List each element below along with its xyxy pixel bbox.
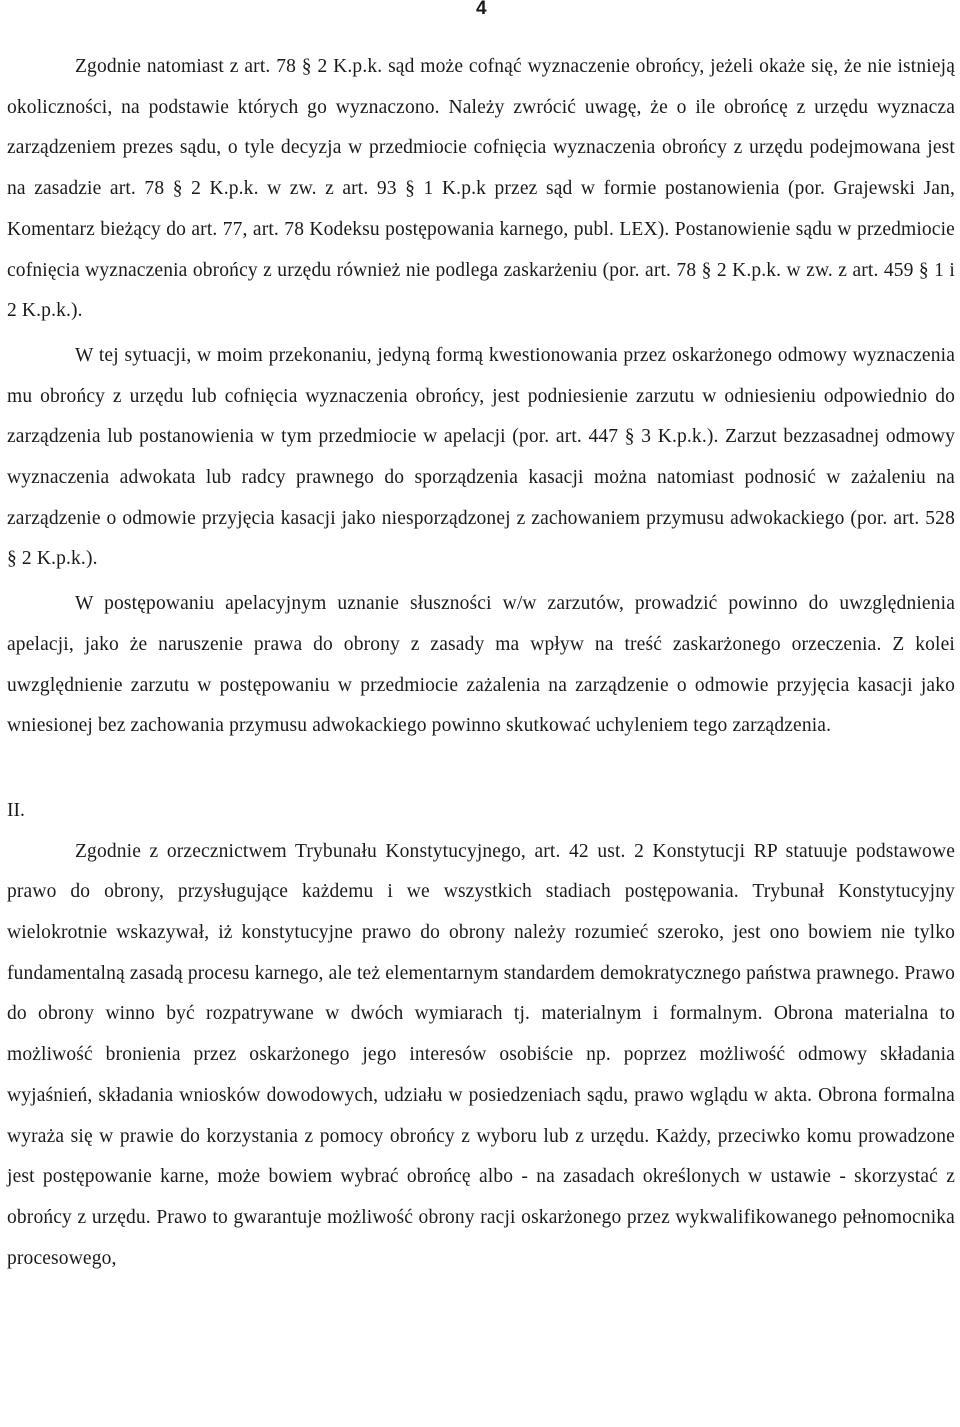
page-number: 4 [476, 0, 487, 19]
paragraph: W postępowaniu apelacyjnym uznanie słuszności w/w zarzutów, prowadzić powinno do uwzględnienia apelacji, jako że naruszenie prawa do obrony z zasady ma wpływ na treść zaskarżonego orzeczenia. Z kolei uwzględnienie zarzutu w postępowaniu w przedmiocie zażalenia na zarządzenie o odmowie przyjęcia kasacji jako wniesionej bez zachowania przymusu adwokackiego powinno skutkować uchyleniem tego zarządzenia. [7, 593, 955, 737]
section-heading: II. [7, 799, 25, 821]
paragraph: W tej sytuacji, w moim przekonaniu, jedyną formą kwestionowania przez oskarżonego odmowy wyznaczenia mu obrońcy z urzędu lub cofnięcia wyznaczenia obrońcy, jest podniesienie zarzutu w odniesieniu odpowiednio do zarządzenia lub postanowienia w tym przedmiocie w apelacji (por. art. 447 § 3 K.p.k.). Zarzut bezzasadnej odmowy wyznaczenia adwokata lub radcy prawnego do sporządzenia kasacji można natomiast podnosić w zażaleniu na zarządzenie o odmowie przyjęcia kasacji jako niesporządzonej z zachowaniem przymusu adwokackiego (por. art. 528 § 2 K.p.k.). [7, 344, 955, 570]
paragraph: Zgodnie natomiast z art. 78 § 2 K.p.k. sąd może cofnąć wyznaczenie obrońcy, jeżeli okaże się, że nie istnieją okoliczności, na podstawie których go wyznaczono. Należy zwrócić uwagę, że o ile obrońcę z urzędu wyznacza zarządzeniem prezes sądu, o tyle decyzja w przedmiocie cofnięcia wyznaczenia obrońcy z urzędu podejmowana jest na zasadzie art. 78 § 2 K.p.k. w zw. z art. 93 § 1 K.p.k przez sąd w formie postanowienia (por. Grajewski Jan, Komentarz bieżący do art. 77, art. 78 Kodeksu postępowania karnego, publ. LEX). Postanowienie sądu w przedmiocie cofnięcia wyznaczenia obrońcy z urzędu również nie podlega zaskarżeniu (por. art. 78 § 2 K.p.k. w zw. z art. 459 § 1 i 2 K.p.k.). [7, 56, 955, 322]
paragraph: Zgodnie z orzecznictwem Trybunału Konstytucyjnego, art. 42 ust. 2 Konstytucji RP statuuje podstawowe prawo do obrony, przysługujące każdemu i we wszystkich stadiach postępowania. Trybunał Konstytucyjny wielokrotnie wskazywał, iż konstytucyjne prawo do obrony należy rozumieć szeroko, jest ono bowiem nie tylko fundamentalną zasadą procesu karnego, ale też elementarnym standardem demokratycznego państwa prawnego. Prawo do obrony winno być rozpatrywane w dwóch wymiarach tj. materialnym i formalnym. Obrona materialna to możliwość bronienia przez oskarżonego jego interesów osobiście np. poprzez możliwość odmowy składania wyjaśnień, składania wniosków dowodowych, udziału w posiedzeniach sądu, prawo wglądu w akta. Obrona formalna wyraża się w prawie do korzystania z pomocy obrońcy z wyboru lub z urzędu. Każdy, przeciwko komu prowadzone jest postępowanie karne, może bowiem wybrać obrońcę albo - na zasadach określonych w ustawie - skorzystać z obrońcy z urzędu. Prawo to gwarantuje możliwość obrony racji oskarżonego przez wykwalifikowanego pełnomocnika procesowego, [7, 840, 955, 1269]
document-body [7, 47, 955, 1279]
